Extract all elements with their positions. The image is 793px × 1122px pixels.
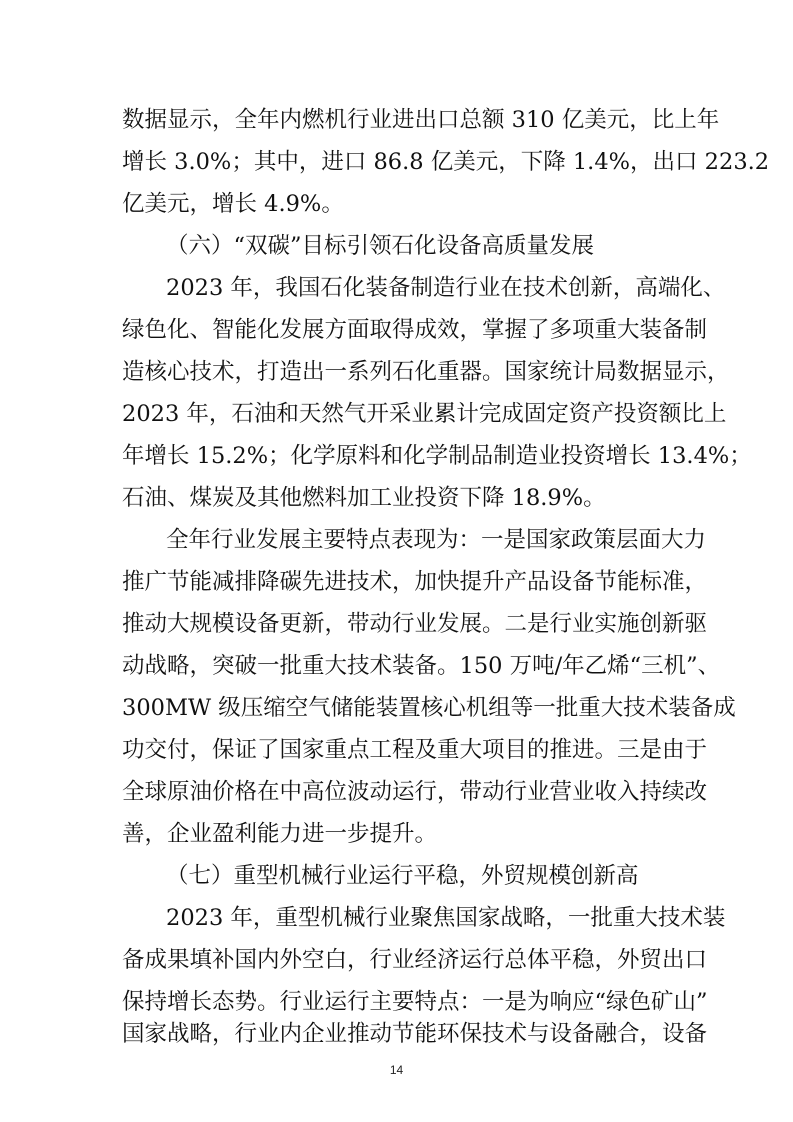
body-text-line: 年增长 15.2%；化学原料和化学制品制造业投资增长 13.4%； bbox=[122, 443, 752, 469]
body-text-line: 推广节能减排降碳先进技术，加快提升产品设备节能标准， bbox=[122, 569, 708, 595]
body-text-line: 全球原油价格在中高位波动运行，带动行业营业收入持续改 bbox=[122, 779, 708, 805]
body-text-line: 亿美元，增长 4.9%。 bbox=[122, 191, 344, 217]
body-text-line: 推动大规模设备更新，带动行业发展。二是行业实施创新驱 bbox=[122, 611, 708, 637]
body-text-line: 国家战略，行业内企业推动节能环保技术与设备融合，设备 bbox=[122, 1021, 708, 1047]
body-text-line: 2023 年，重型机械行业聚焦国家战略，一批重大技术装 bbox=[166, 905, 726, 931]
body-text-line: 增长 3.0%；其中，进口 86.8 亿美元，下降 1.4%，出口 223.2 bbox=[122, 149, 770, 175]
body-text-line: 备成果填补国内外空白，行业经济运行总体平稳，外贸出口 bbox=[122, 947, 708, 973]
body-text-line: 功交付，保证了国家重点工程及重大项目的推进。三是由于 bbox=[122, 737, 708, 763]
body-text-line: 动战略，突破一批重大技术装备。150 万吨/年乙烯“三机”、 bbox=[122, 653, 721, 679]
body-text-line: 数据显示，全年内燃机行业进出口总额 310 亿美元，比上年 bbox=[122, 107, 720, 133]
body-text-line: 2023 年，石油和天然气开采业累计完成固定资产投资额比上 bbox=[122, 401, 727, 427]
body-text-line: 造核心技术，打造出一系列石化重器。国家统计局数据显示， bbox=[122, 359, 730, 385]
page-number: 14 bbox=[389, 1063, 404, 1077]
body-text-line: 石油、煤炭及其他燃料加工业投资下降 18.9%。 bbox=[122, 485, 606, 511]
body-text-line: 全年行业发展主要特点表现为：一是国家政策层面大力 bbox=[166, 527, 707, 553]
body-text-line: 善，企业盈利能力进一步提升。 bbox=[122, 821, 438, 847]
body-text-line: 保持增长态势。行业运行主要特点：一是为响应“绿色矿山” bbox=[122, 989, 708, 1015]
body-text-line: 绿色化、智能化发展方面取得成效，掌握了多项重大装备制 bbox=[122, 317, 708, 343]
body-text-line: 2023 年，我国石化装备制造行业在技术创新，高端化、 bbox=[166, 275, 726, 301]
body-text-line: 300MW 级压缩空气储能装置核心机组等一批重大技术装备成 bbox=[122, 695, 736, 721]
section-heading: （六）“双碳”目标引领石化设备高质量发展 bbox=[166, 233, 595, 259]
section-heading: （七）重型机械行业运行平稳，外贸规模创新高 bbox=[166, 863, 639, 889]
